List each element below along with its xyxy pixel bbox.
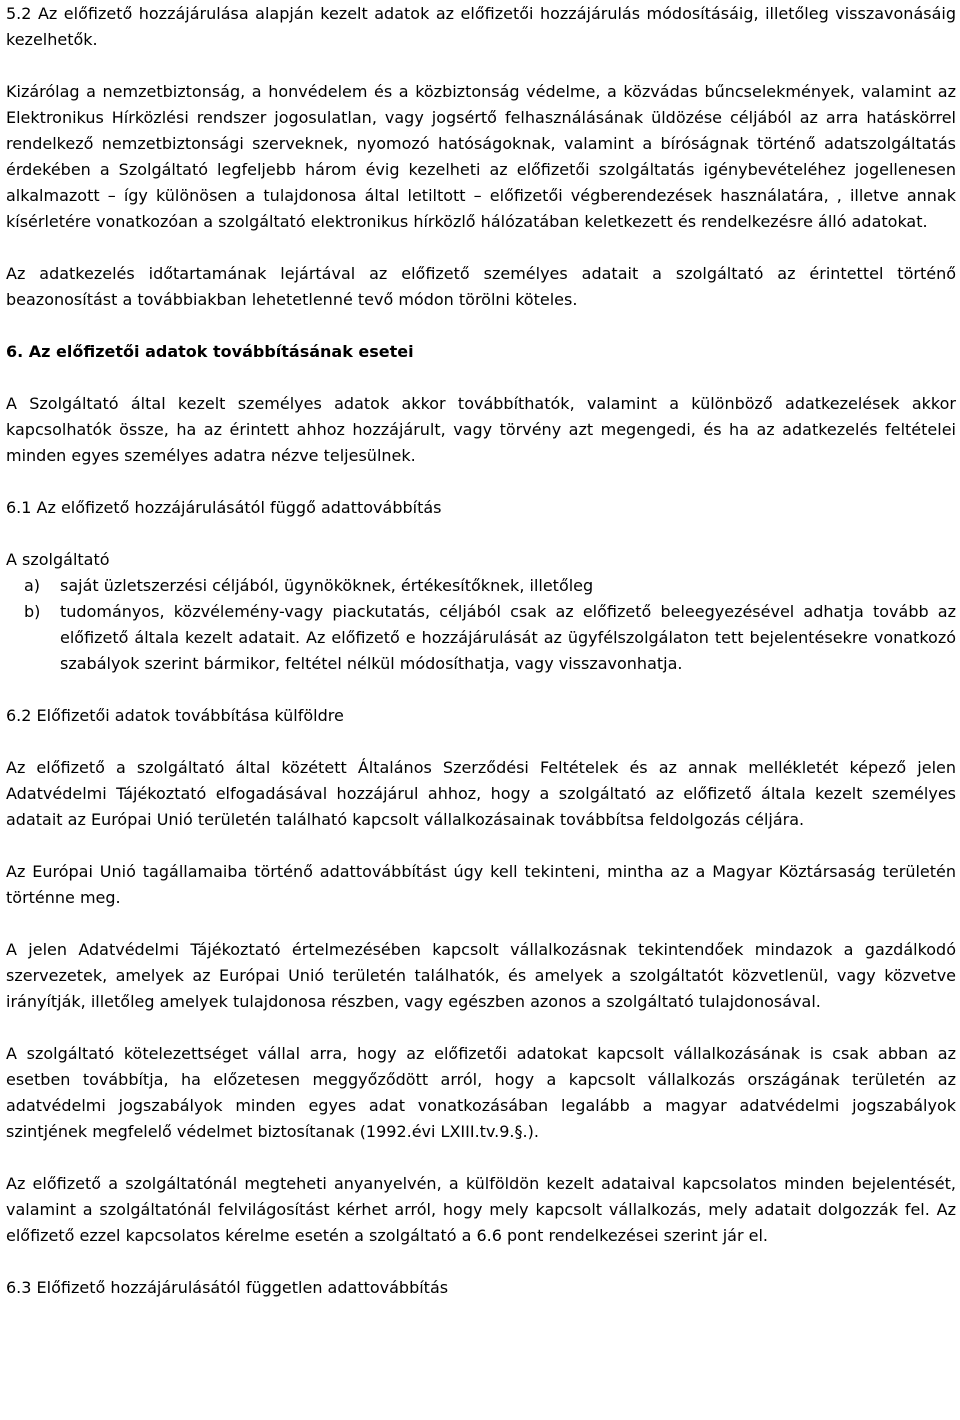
section-heading-6-3: 6.3 Előfizető hozzájárulásától független adattovábbítás	[6, 1278, 449, 1297]
list-item	[6, 599, 956, 677]
list-item-text: tudományos, közvélemény-vagy piackutatás, céljából csak az előfizető beleegyezésével adhatja tovább az előfizető általa kezelt adatait. Az előfizető e hozzájárulását az ügyfélszolgálaton tett bejelentésekre vonatkozó szabályok szerint bármikor, feltétel nélkül módosíthatja, vagy visszavonhatja.	[60, 602, 956, 673]
paragraph-6-2-d: A szolgáltató kötelezettséget vállal arra, hogy az előfizetői adatokat kapcsolt vállalkozásának is csak abban az esetben továbbítja, ha előzetesen meggyőződött arról, hogy a kapcsolt vállalkozás országának területén az adatvédelmi jogszabályok minden egyes adat vonatkozásában legalább a magyar adatvédelmi jogszabályok szintjének megfelelő védelmet biztosítanak (1992.évi LXIII.tv.9.§.).	[6, 1044, 956, 1141]
paragraph-adatkezeles: Az adatkezelés időtartamának lejártával az előfizető személyes adatait a szolgáltató az érintettel történő beazonosítást a továbbiakban lehetetlenné tevő módon törölni köteles.	[6, 264, 956, 309]
paragraph-6-2-a: Az előfizető a szolgáltató által közétett Általános Szerződési Feltételek és az annak mellékletét képező jelen Adatvédelmi Tájékoztató elfogadásával hozzájárul ahhoz, hogy a szolgáltató az előfizető általa kezelt személyes adatait az Európai Unió területén található kapcsolt vállalkozásainak továbbítsa feldolgozás céljára.	[6, 758, 956, 829]
paragraph-6-2-b: Az Európai Unió tagállamaiba történő adattovábbítást úgy kell tekinteni, mintha az a Magyar Köztársaság területén történne meg.	[6, 862, 956, 907]
document-page	[6, 0, 956, 1301]
list-item	[6, 573, 956, 599]
paragraph-5-2: 5.2 Az előfizető hozzájárulása alapján kezelt adatok az előfizetői hozzájárulás módosításáig, illetőleg visszavonásáig kezelhetők.	[6, 4, 956, 49]
list-marker: a)	[24, 576, 41, 595]
paragraph-6-intro: A Szolgáltató által kezelt személyes adatok akkor továbbíthatók, valamint a különböző adatkezelések akkor kapcsolhatók össze, ha az érintett ahhoz hozzájárult, vagy törvény azt megengedi, és ha az adatkezelés feltételei minden egyes személyes adatra nézve teljesülnek.	[6, 394, 956, 465]
section-heading-6-2: 6.2 Előfizetői adatok továbbítása külföldre	[6, 706, 344, 725]
list-item-text: saját üzletszerzési céljából, ügynököknek, értékesítőknek, illetőleg	[60, 576, 594, 595]
section-heading-6: 6. Az előfizetői adatok továbbításának esetei	[6, 342, 414, 361]
list-6-1	[6, 573, 956, 677]
paragraph-6-2-e: Az előfizető a szolgáltatónál megteheti anyanyelvén, a külföldön kezelt adataival kapcsolatos minden bejelentését, valamint a szolgáltatónál felvilágosítást kérhet arról, hogy mely kapcsolt vállalkozás, mely adatait dolgozzák fel. Az előfizető ezzel kapcsolatos kérelme esetén a szolgáltató a 6.6 pont rendelkezései szerint jár el.	[6, 1174, 956, 1245]
paragraph-6-2-c: A jelen Adatvédelmi Tájékoztató értelmezésében kapcsolt vállalkozásnak tekintendőek mindazok a gazdálkodó szervezetek, amelyek az Európai Unió területén találhatók, és amelyek a szolgáltatót közvetlenül, vagy közvetve irányítják, illetőleg amelyek tulajdonosa részben, vagy egészben azonos a szolgáltató tulajdonosával.	[6, 940, 956, 1011]
list-marker: b)	[24, 602, 41, 621]
paragraph-kizarolag: Kizárólag a nemzetbiztonság, a honvédelem és a közbiztonság védelme, a közvádas bűncselekmények, valamint az Elektronikus Hírközlési rendszer jogosulatlan, vagy jogsértő felhasználásának üldözése céljából az arra hatáskörrel rendelkező nemzetbiztonsági szerveknek, nyomozó hatóságoknak, valamint a bíróságnak történő adatszolgáltatás érdekében a Szolgáltató legfeljebb három évig kezelheti az előfizetői szolgáltatás igénybevételéhez jogellenesen alkalmazott – így különösen a tulajdonosa által letiltott – előfizetői végberendezések használatára, , illetve annak kísérletére vonatkozóan a szolgáltató elektronikus hírközlő hálózatában keletkezett és rendelkezésre álló adatokat.	[6, 82, 956, 231]
section-heading-6-1: 6.1 Az előfizető hozzájárulásától függő adattovábbítás	[6, 498, 442, 517]
paragraph-szolgaltato: A szolgáltató	[6, 550, 110, 569]
